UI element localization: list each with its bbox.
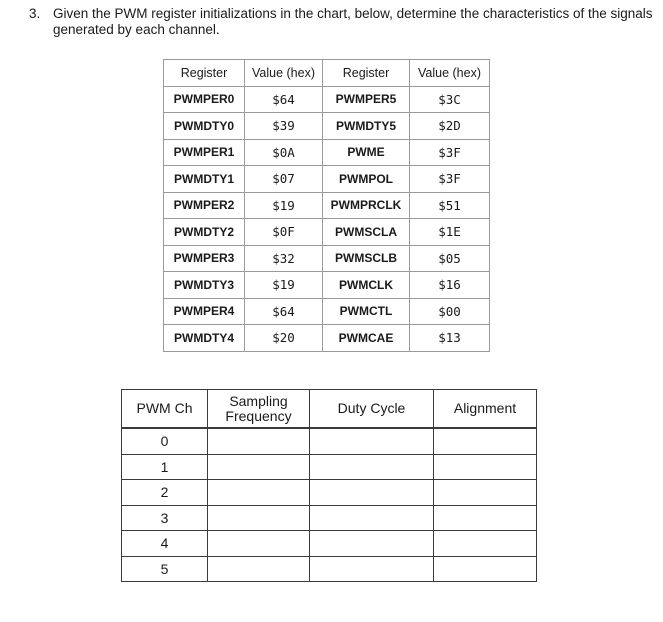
answer-row <box>122 531 537 557</box>
register-value: $64 <box>245 298 323 325</box>
duty-cycle-cell[interactable] <box>310 428 434 454</box>
header-register-2: Register <box>323 60 410 87</box>
register-name: PWMCAE <box>323 325 410 352</box>
register-value: $19 <box>245 192 323 219</box>
answer-row <box>122 556 537 582</box>
register-row <box>164 219 490 246</box>
sampling-frequency-cell[interactable] <box>208 556 310 582</box>
header-value-2: Value (hex) <box>410 60 490 87</box>
register-value: $05 <box>410 245 490 272</box>
alignment-cell[interactable] <box>434 428 537 454</box>
register-name: PWMPER1 <box>164 139 245 166</box>
header-sampling-frequency-label: Sampling Frequency <box>225 392 292 424</box>
sampling-frequency-cell[interactable] <box>208 531 310 557</box>
register-name: PWMDTY4 <box>164 325 245 352</box>
register-row <box>164 139 490 166</box>
register-name: PWMDTY2 <box>164 219 245 246</box>
answer-row <box>122 454 537 480</box>
sampling-frequency-cell[interactable] <box>208 480 310 506</box>
register-value: $13 <box>410 325 490 352</box>
register-value: $16 <box>410 272 490 299</box>
register-value: $00 <box>410 298 490 325</box>
alignment-cell[interactable] <box>434 480 537 506</box>
register-name: PWMDTY5 <box>323 113 410 140</box>
register-name: PWMDTY0 <box>164 113 245 140</box>
register-name: PWMPER2 <box>164 192 245 219</box>
header-sampling-frequency <box>208 390 310 429</box>
register-table-header <box>164 60 490 87</box>
duty-cycle-cell[interactable] <box>310 480 434 506</box>
sampling-frequency-cell[interactable] <box>208 505 310 531</box>
header-alignment: Alignment <box>434 390 537 429</box>
register-name: PWMDTY3 <box>164 272 245 299</box>
question-number: 3. <box>29 6 41 21</box>
register-name: PWMDTY1 <box>164 166 245 193</box>
register-value: $07 <box>245 166 323 193</box>
register-value: $0F <box>245 219 323 246</box>
register-name: PWMPOL <box>323 166 410 193</box>
sampling-frequency-cell[interactable] <box>208 454 310 480</box>
alignment-cell[interactable] <box>434 505 537 531</box>
register-table <box>163 59 490 352</box>
register-name: PWMSCLB <box>323 245 410 272</box>
pwm-channel-number: 2 <box>122 480 208 506</box>
register-value: $51 <box>410 192 490 219</box>
register-row <box>164 166 490 193</box>
duty-cycle-cell[interactable] <box>310 531 434 557</box>
question-text: Given the PWM register initializations in the chart, below, determine the characteristics of the signals generated by each channel. <box>53 6 653 37</box>
answer-table <box>121 389 537 582</box>
answer-table-header <box>122 390 537 429</box>
register-value: $39 <box>245 113 323 140</box>
duty-cycle-cell[interactable] <box>310 505 434 531</box>
register-name: PWME <box>323 139 410 166</box>
pwm-channel-number: 4 <box>122 531 208 557</box>
pwm-channel-number: 3 <box>122 505 208 531</box>
register-value: $3F <box>410 166 490 193</box>
register-value: $32 <box>245 245 323 272</box>
pwm-channel-number: 5 <box>122 556 208 582</box>
duty-cycle-cell[interactable] <box>310 556 434 582</box>
register-row <box>164 325 490 352</box>
register-row <box>164 192 490 219</box>
register-value: $1E <box>410 219 490 246</box>
register-value: $3C <box>410 86 490 113</box>
alignment-cell[interactable] <box>434 531 537 557</box>
register-value: $2D <box>410 113 490 140</box>
register-value: $64 <box>245 86 323 113</box>
register-name: PWMPER3 <box>164 245 245 272</box>
answer-row <box>122 428 537 454</box>
register-value: $20 <box>245 325 323 352</box>
register-value: $0A <box>245 139 323 166</box>
alignment-cell[interactable] <box>434 454 537 480</box>
register-name: PWMCTL <box>323 298 410 325</box>
pwm-channel-number: 1 <box>122 454 208 480</box>
register-row <box>164 245 490 272</box>
duty-cycle-cell[interactable] <box>310 454 434 480</box>
answer-row <box>122 480 537 506</box>
register-row <box>164 298 490 325</box>
register-value: $3F <box>410 139 490 166</box>
register-row <box>164 86 490 113</box>
pwm-channel-number: 0 <box>122 428 208 454</box>
header-register-1: Register <box>164 60 245 87</box>
register-name: PWMSCLA <box>323 219 410 246</box>
header-pwm-ch: PWM Ch <box>122 390 208 429</box>
register-name: PWMPER5 <box>323 86 410 113</box>
header-value-1: Value (hex) <box>245 60 323 87</box>
register-name: PWMPRCLK <box>323 192 410 219</box>
register-value: $19 <box>245 272 323 299</box>
register-row <box>164 272 490 299</box>
header-duty-cycle: Duty Cycle <box>310 390 434 429</box>
sampling-frequency-cell[interactable] <box>208 428 310 454</box>
register-name: PWMPER0 <box>164 86 245 113</box>
register-name: PWMPER4 <box>164 298 245 325</box>
register-row <box>164 113 490 140</box>
register-name: PWMCLK <box>323 272 410 299</box>
alignment-cell[interactable] <box>434 556 537 582</box>
answer-row <box>122 505 537 531</box>
